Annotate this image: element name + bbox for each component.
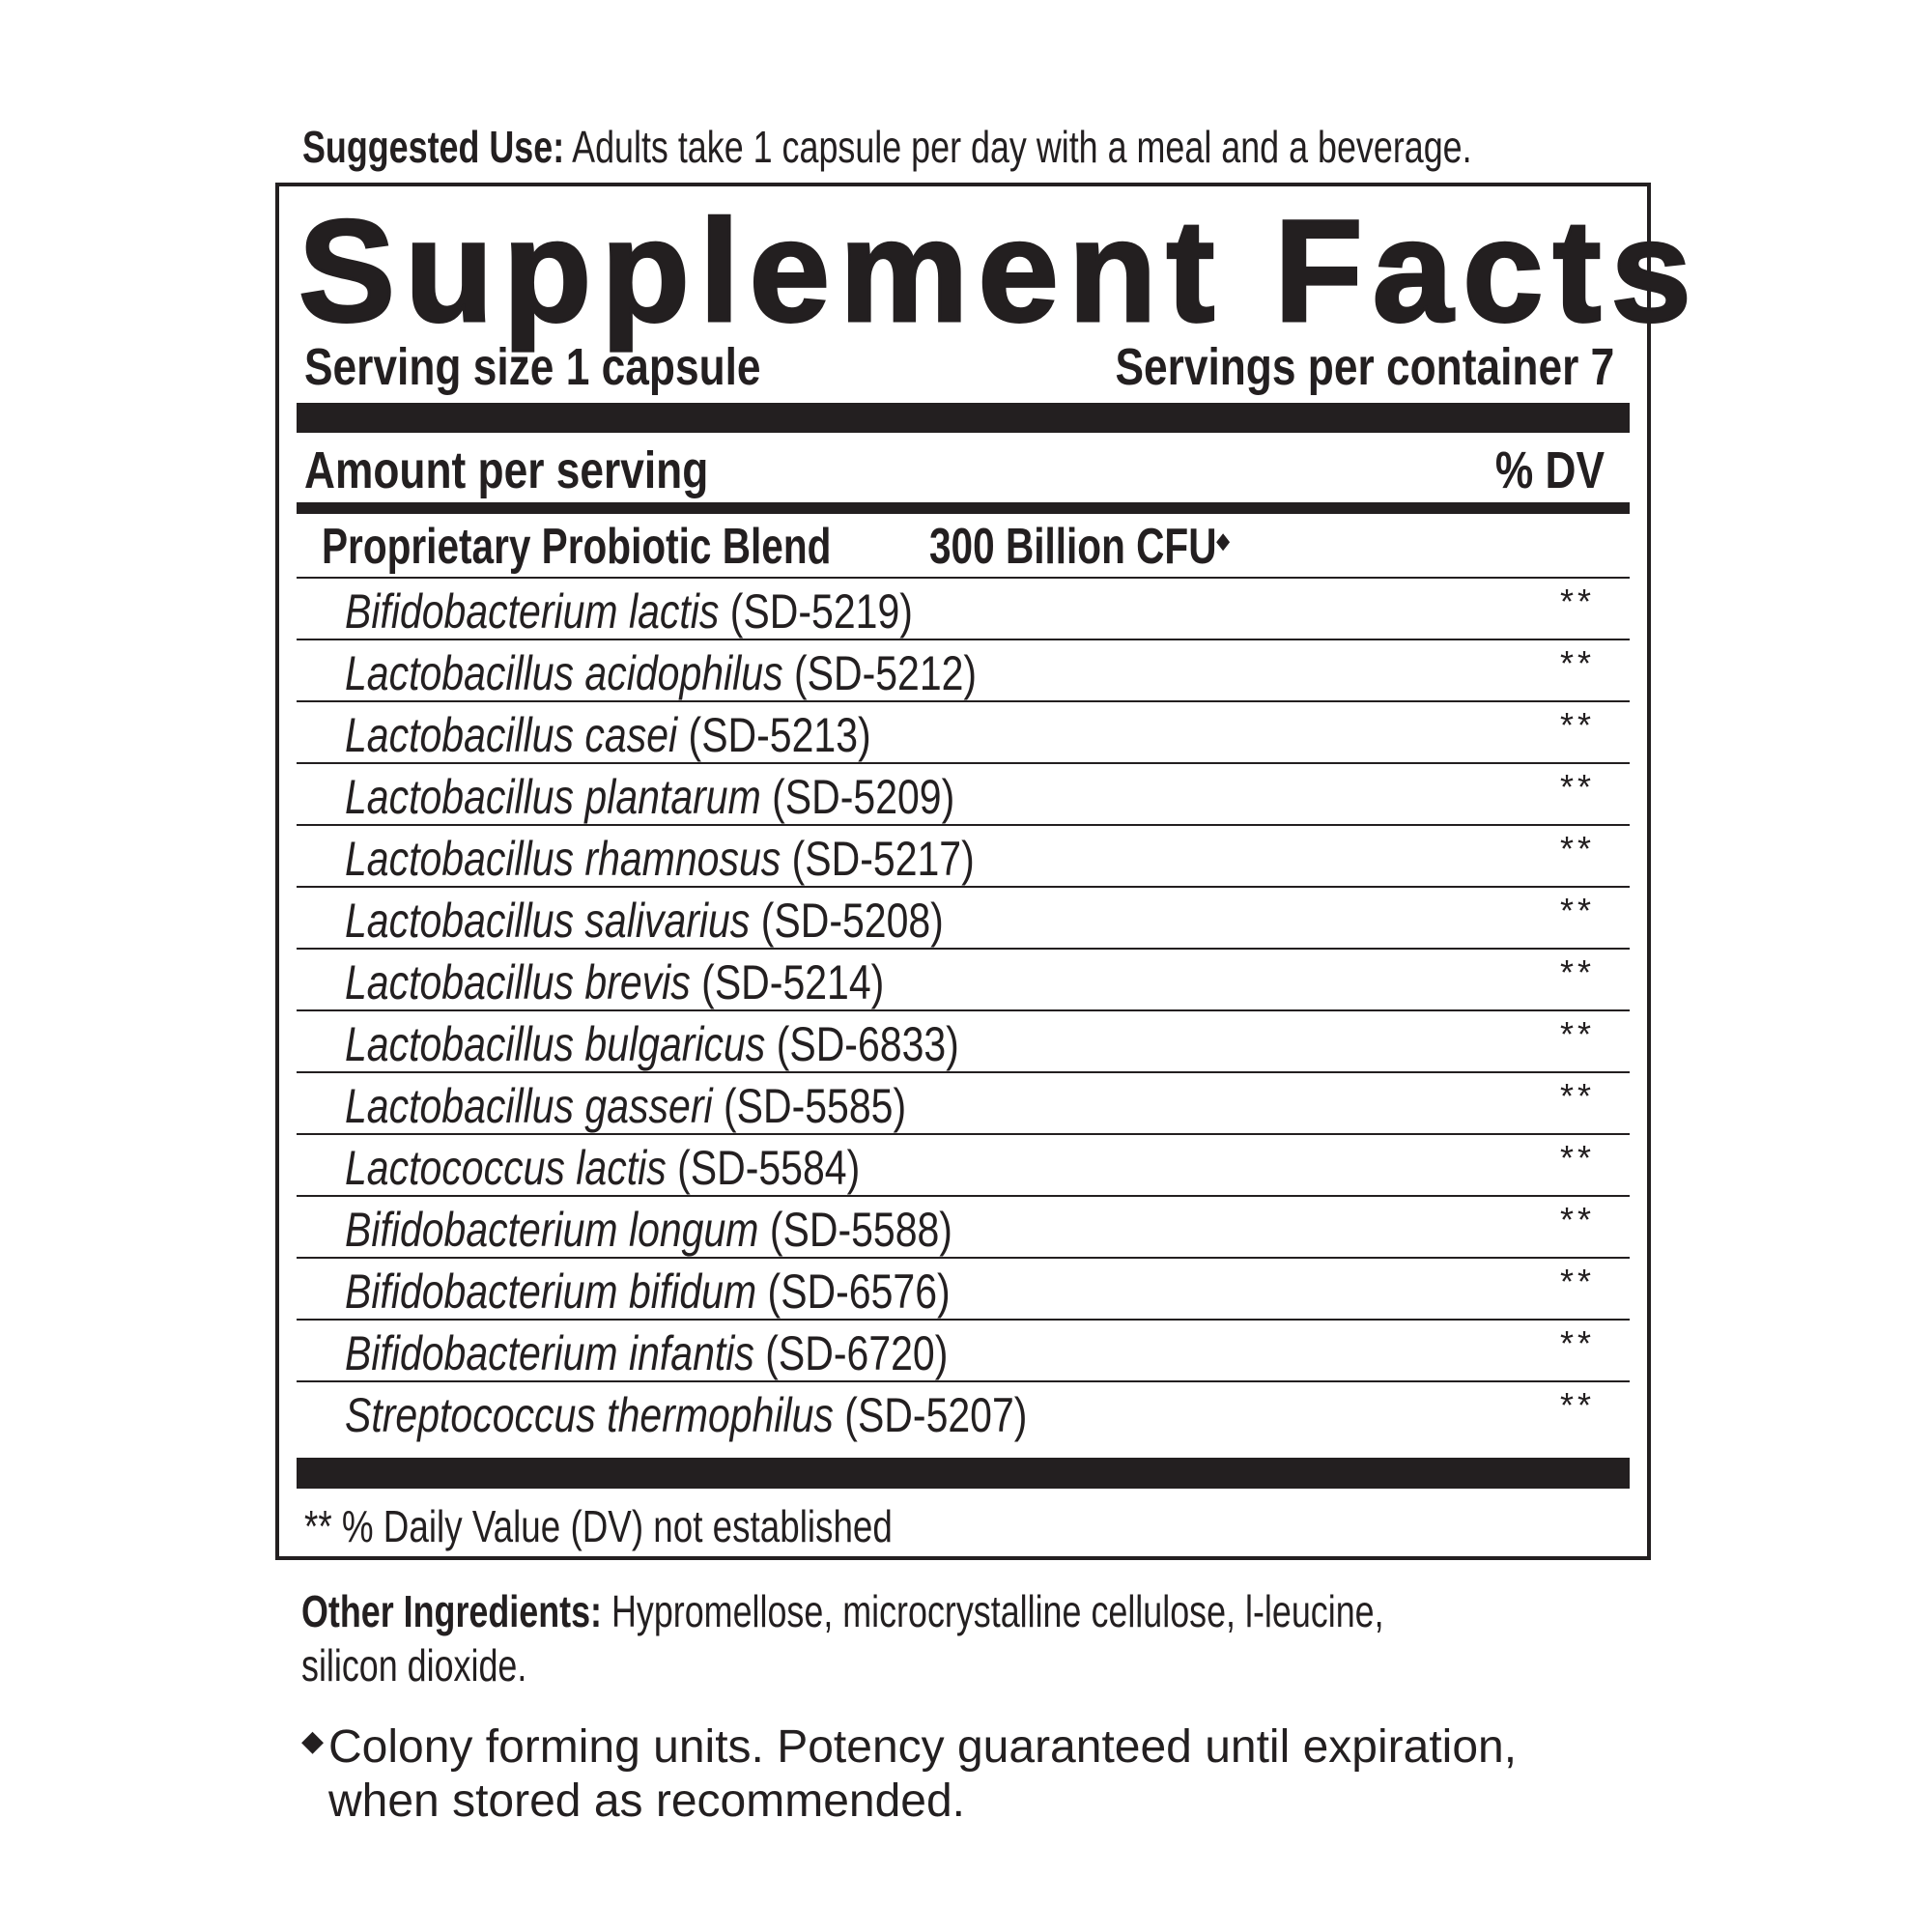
ingredient-species: Lactobacillus rhamnosus bbox=[345, 832, 781, 886]
ingredient-row bbox=[297, 640, 1630, 702]
ingredient-name bbox=[345, 708, 986, 762]
suggested-use-label: Suggested Use: bbox=[302, 122, 565, 172]
ingredient-species: Lactobacillus gasseri bbox=[345, 1079, 713, 1133]
blend-amount-text: 300 Billion CFU bbox=[929, 519, 1217, 575]
ingredient-dv: ** bbox=[1559, 643, 1595, 683]
ingredient-strain: (SD-5207) bbox=[833, 1388, 1028, 1442]
ingredient-strain: (SD-5585) bbox=[712, 1079, 907, 1133]
ingredient-strain: (SD-6576) bbox=[756, 1264, 951, 1319]
ingredient-name bbox=[345, 1203, 1086, 1257]
ingredient-strain: (SD-6833) bbox=[765, 1017, 959, 1071]
ingredient-row bbox=[297, 888, 1630, 950]
other-ingredients-line2: silicon dioxide. bbox=[301, 1640, 527, 1690]
ingredient-strain: (SD-5213) bbox=[677, 708, 871, 762]
ingredient-strain: (SD-5219) bbox=[719, 584, 913, 639]
ingredient-species: Lactobacillus casei bbox=[345, 708, 678, 762]
ingredient-row bbox=[297, 1135, 1630, 1197]
ingredient-row bbox=[297, 1073, 1630, 1135]
ingredient-name bbox=[345, 955, 1003, 1009]
ingredient-name bbox=[345, 1141, 973, 1195]
ingredient-species: Bifidobacterium lactis bbox=[345, 584, 720, 639]
other-ingredients-label: Other Ingredients: bbox=[301, 1586, 603, 1636]
dv-footnote-text: ** % Daily Value (DV) not established bbox=[304, 1501, 893, 1551]
cfu-footnote-line1: Colony forming units. Potency guaranteed until expiration, bbox=[328, 1721, 1518, 1773]
ingredient-row bbox=[297, 702, 1630, 764]
ingredient-species: Lactobacillus salivarius bbox=[345, 894, 751, 948]
ingredient-species: Lactobacillus acidophilus bbox=[345, 646, 783, 700]
ingredient-dv: ** bbox=[1559, 1262, 1595, 1301]
ingredient-strain: (SD-5208) bbox=[750, 894, 944, 948]
ingredient-strain: (SD-5584) bbox=[666, 1141, 861, 1195]
ingredient-name bbox=[345, 1079, 1030, 1133]
blend-amount bbox=[929, 518, 1314, 576]
ingredient-dv: ** bbox=[1559, 1076, 1595, 1116]
diamond-icon: ◆ bbox=[301, 1725, 325, 1757]
ingredient-row bbox=[297, 1382, 1630, 1442]
ingredient-name bbox=[345, 894, 1075, 948]
thick-rule-top bbox=[297, 403, 1630, 433]
ingredient-dv: ** bbox=[1559, 1323, 1595, 1363]
suggested-use-text: Adults take 1 capsule per day with a meal and a beverage. bbox=[564, 122, 1472, 172]
serving-size bbox=[304, 338, 861, 396]
diamond-icon: ◆ bbox=[1216, 528, 1230, 553]
ingredient-strain: (SD-5214) bbox=[690, 955, 885, 1009]
ingredient-species: Lactococcus lactis bbox=[345, 1141, 667, 1195]
other-ingredients bbox=[301, 1584, 1690, 1692]
ingredient-dv: ** bbox=[1559, 891, 1595, 930]
ingredient-name bbox=[345, 770, 1089, 824]
ingredient-strain: (SD-5588) bbox=[758, 1203, 952, 1257]
ingredient-name bbox=[345, 832, 1113, 886]
ingredient-species: Bifidobacterium bifidum bbox=[345, 1264, 757, 1319]
ingredient-list bbox=[297, 579, 1630, 1442]
ingredient-strain: (SD-6720) bbox=[753, 1326, 949, 1380]
ingredient-row bbox=[297, 1197, 1630, 1259]
blend-name bbox=[322, 518, 975, 576]
ingredient-dv: ** bbox=[1559, 1385, 1595, 1425]
ingredient-row bbox=[297, 764, 1630, 826]
servings-per-container-text: Servings per container 7 bbox=[1115, 338, 1614, 396]
thick-rule-bottom bbox=[297, 1458, 1630, 1489]
servings-per-container bbox=[1006, 338, 1614, 396]
cfu-footnote bbox=[301, 1720, 1517, 1829]
suggested-use bbox=[302, 122, 1802, 172]
ingredient-species: Lactobacillus brevis bbox=[345, 955, 691, 1009]
ingredient-species: Lactobacillus bulgaricus bbox=[345, 1017, 766, 1071]
ingredient-species: Lactobacillus plantarum bbox=[345, 770, 761, 824]
ingredient-species: Bifidobacterium infantis bbox=[345, 1326, 754, 1380]
ingredient-species: Streptococcus thermophilus bbox=[345, 1388, 834, 1442]
cfu-footnote-line2: when stored as recommended. bbox=[328, 1776, 966, 1827]
blend-row bbox=[297, 514, 1630, 579]
serving-size-text: Serving size 1 capsule bbox=[304, 338, 761, 396]
ingredient-dv: ** bbox=[1559, 1138, 1595, 1178]
other-ingredients-line1: Hypromellose, microcrystalline cellulose, l-leucine, bbox=[602, 1586, 1384, 1636]
ingredient-row bbox=[297, 826, 1630, 888]
panel-title: Supplement Facts bbox=[298, 189, 1701, 352]
ingredient-strain: (SD-5217) bbox=[781, 832, 975, 886]
amount-per-serving-text: Amount per serving bbox=[304, 441, 709, 499]
ingredient-dv: ** bbox=[1559, 1200, 1595, 1239]
ingredient-dv: ** bbox=[1559, 705, 1595, 745]
ingredient-strain: (SD-5212) bbox=[782, 646, 978, 700]
ingredient-row bbox=[297, 1321, 1630, 1382]
ingredient-species: Bifidobacterium longum bbox=[345, 1203, 759, 1257]
ingredient-name bbox=[345, 1388, 1178, 1442]
supplement-facts-panel bbox=[275, 183, 1701, 1560]
ingredient-dv: ** bbox=[1559, 952, 1595, 992]
ingredient-row bbox=[297, 950, 1630, 1011]
ingredient-dv: ** bbox=[1559, 767, 1595, 807]
ingredient-name bbox=[345, 646, 1116, 700]
medium-rule bbox=[297, 502, 1630, 514]
ingredient-name bbox=[345, 1326, 1080, 1380]
ingredient-name bbox=[345, 1264, 1083, 1319]
blend-name-text: Proprietary Probiotic Blend bbox=[322, 519, 832, 575]
ingredient-strain: (SD-5209) bbox=[760, 770, 955, 824]
ingredient-dv: ** bbox=[1559, 829, 1595, 868]
ingredient-dv: ** bbox=[1559, 582, 1595, 621]
ingredient-row bbox=[297, 579, 1630, 640]
ingredient-name bbox=[345, 584, 1037, 639]
ingredient-dv: ** bbox=[1559, 1014, 1595, 1054]
ingredient-row bbox=[297, 1259, 1630, 1321]
ingredient-name bbox=[345, 1017, 1094, 1071]
ingredient-row bbox=[297, 1011, 1630, 1073]
dv-footnote bbox=[304, 1500, 1039, 1552]
dv-header bbox=[1471, 440, 1605, 500]
dv-header-text: % DV bbox=[1494, 441, 1605, 499]
amount-per-serving-header bbox=[304, 440, 797, 500]
